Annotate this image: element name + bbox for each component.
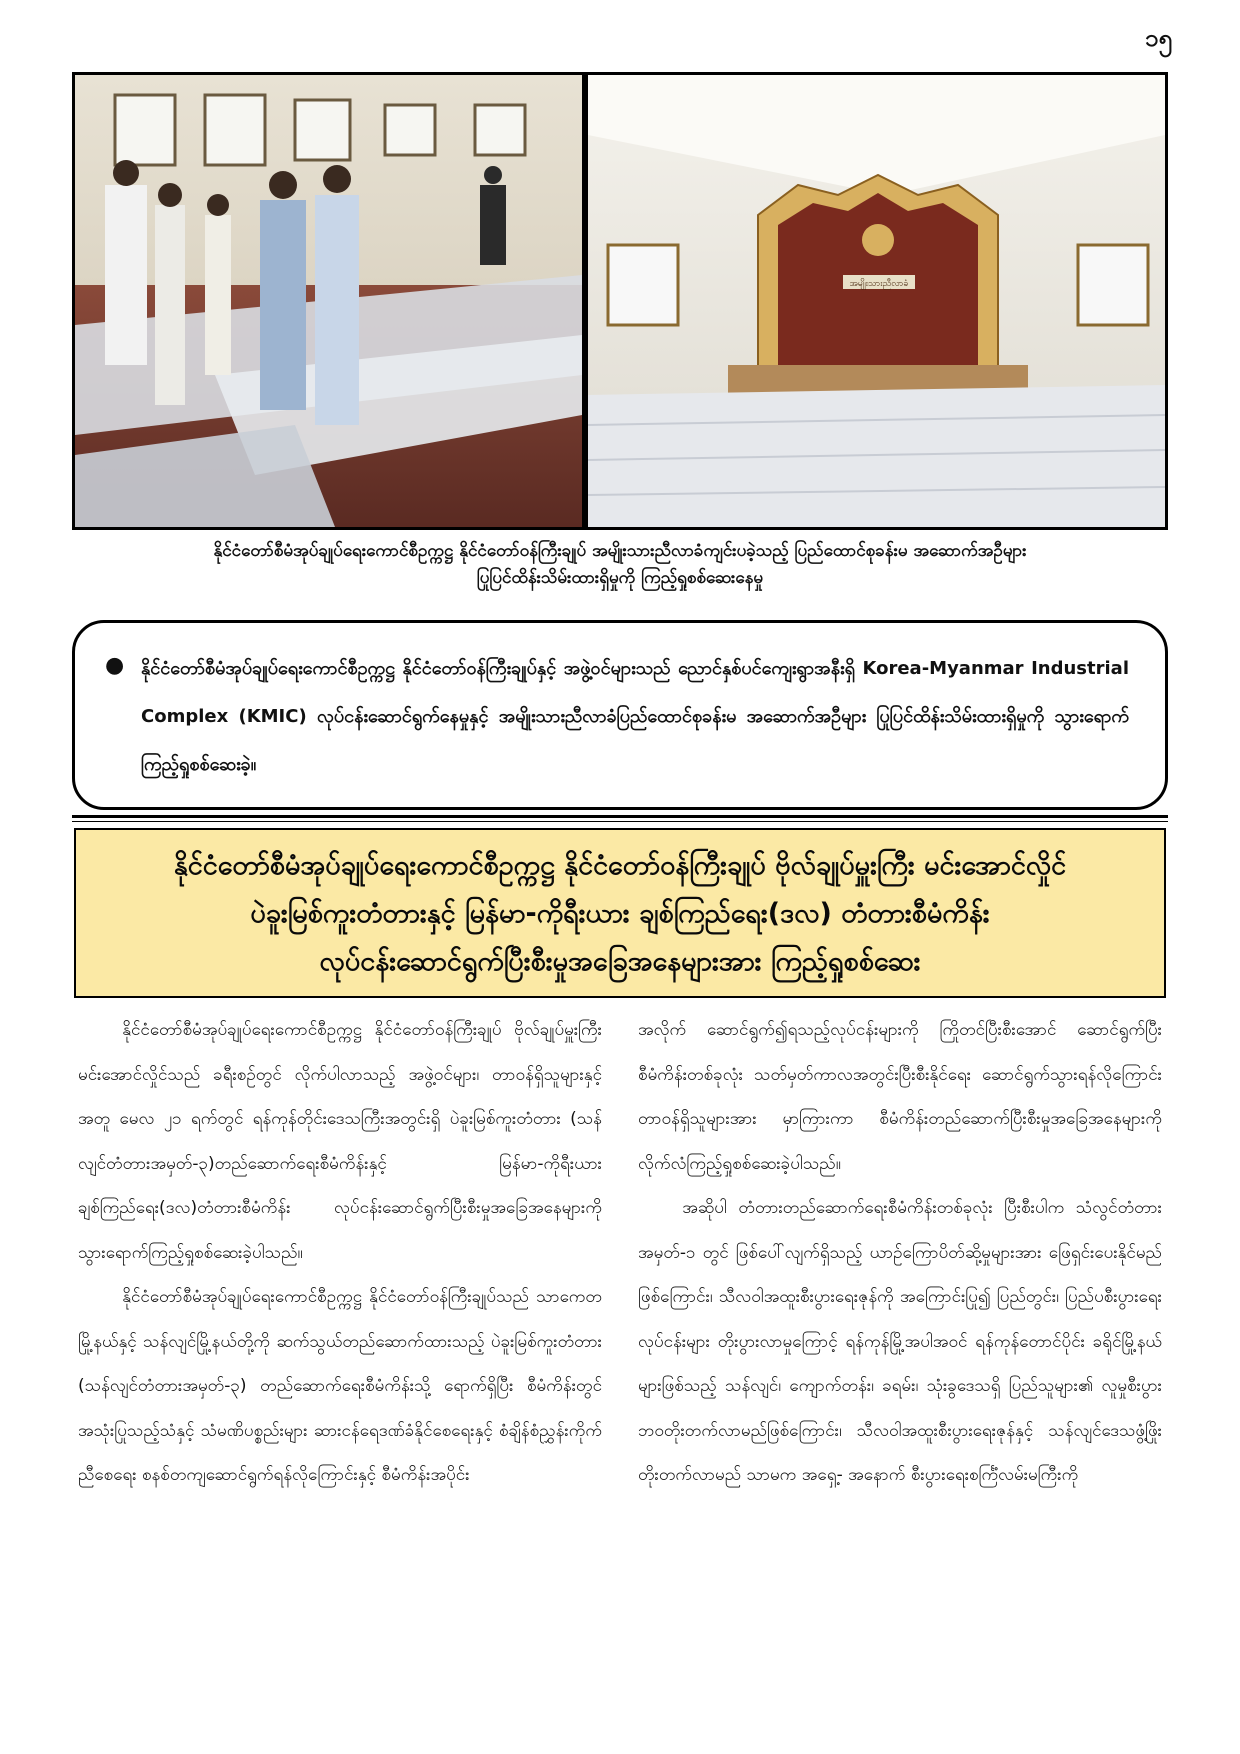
photo-caption-line1: နိုင်ငံတော်စီမံအုပ်ချုပ်ရေးကောင်စီဥက္ကဋ္ဌ နိုင်ငံတော်ဝန်ကြီးချုပ် အမျိုးသားညီလာခံကျင်းပခဲ့သည့် ပြည်ထောင်စုခန်းမ အဆောက်အဦများ — [213, 541, 1027, 561]
article-paragraph: အဆိုပါ တံတားတည်ဆောက်ရေးစီမံကိန်းတစ်ခုလုံး ပြီးစီးပါက သံလွင်တံတား အမှတ်-၁ တွင် ဖြစ်ပေါ်လျက်ရှိသည့် ယာဉ်ကြောပိတ်ဆို့မှုများအား ဖြေရှင်းပေးနိုင်မည်ဖြစ်ကြောင်း၊ သီလဝါအထူးစီးပွားရေးဇုန်ကို အကြောင်းပြု၍ ပြည်တွင်း၊ ပြည်ပစီးပွားရေးလုပ်ငန်းများ တိုးပွားလာမှုကြောင့် ရန်ကုန်မြို့အပါအဝင် ရန်ကုန်တောင်ပိုင်း ခရိုင်မြို့နယ်များဖြစ်သည့် သန်လျင်၊ ကျောက်တန်း၊ ခရမ်း၊ သုံးခွဒေသရှိ ပြည်သူများ၏ လူမှုစီးပွားဘဝတိုးတက်လာမည်ဖြစ်ကြောင်း၊ သီလဝါအထူးစီးပွားရေးဇုန်နှင့် သန်လျင်ဒေသဖွံ့ဖြိုးတိုးတက်လာမည် သာမက အရှေ့- အနောက် စီးပွားရေးစင်္ကြံလမ်းမကြီးကို — [638, 1198, 1162, 1485]
article-paragraph: အလိုက် ဆောင်ရွက်၍ရသည့်လုပ်ငန်းများကို ကြိုတင်ပြီးစီးအောင် ဆောင်ရွက်ပြီး စီမံကိန်းတစ်ခုလုံး သတ်မှတ်ကာလအတွင်းပြီးစီးနိုင်ရေး ဆောင်ရွက်သွားရန်လိုကြောင်း တာဝန်ရှိသူများအား မှာကြားကာ စီမံကိန်းတည်ဆောက်ပြီးစီးမှုအခြေအနေများကို လိုက်လံကြည့်ရှုစစ်ဆေးခဲ့ပါသည်။ — [638, 1020, 1162, 1174]
summary-text: နိုင်ငံတော်စီမံအုပ်ချုပ်ရေးကောင်စီဥက္ကဋ္ဌ နိုင်ငံတော်ဝန်ကြီးချုပ်နှင့် အဖွဲ့ဝင်များသည် ညောင်နှစ်ပင်ကျေးရွာအနီးရှိ Korea-Myanmar Industrial Complex (KMIC) လုပ်ငန်းဆောင်ရွက်နေမှုနှင့် အမျိုးသားညီလာခံပြည်ထောင်စုခန်းမ အဆောက်အဦများ ပြုပြင်ထိန်းသိမ်းထားရှိမှုကို သွားရောက်ကြည့်ရှုစစ်ဆေးခဲ့။ — [141, 658, 1129, 775]
stage-sign-text: အမျိုးသားညီလာခံ — [849, 279, 909, 289]
photo-inspection — [75, 75, 582, 527]
article-column-right — [638, 1008, 1162, 1498]
headline-line1: နိုင်ငံတော်စီမံအုပ်ချုပ်ရေးကောင်စီဥက္ကဋ္ဌ နိုင်ငံတော်ဝန်ကြီးချုပ် ဗိုလ်ချုပ်မှူးကြီး မင်းအောင်လှိုင် — [173, 850, 1067, 881]
summary-box — [72, 620, 1168, 810]
article-paragraph: နိုင်ငံတော်စီမံအုပ်ချုပ်ရေးကောင်စီဥက္ကဋ္ဌ နိုင်ငံတော်ဝန်ကြီးချုပ် ဗိုလ်ချုပ်မှူးကြီး မင်းအောင်လှိုင်သည် ခရီးစဉ်တွင် လိုက်ပါလာသည့် အဖွဲ့ဝင်များ၊ တာဝန်ရှိသူများနှင့်အတူ မေလ ၂၁ ရက်တွင် ရန်ကုန်တိုင်းဒေသကြီးအတွင်းရှိ ပဲခူးမြစ်ကူးတံတား (သန်လျင်တံတားအမှတ်-၃)တည်ဆောက်ရေးစီမံကိန်းနှင့် မြန်မာ-ကိုရီးယား ချစ်ကြည်ရေး(ဒလ)တံတားစီမံကိန်း လုပ်ငန်းဆောင်ရွက်ပြီးစီးမှုအခြေအနေများကို သွားရောက်ကြည့်ရှုစစ်ဆေးခဲ့ပါသည်။ — [78, 1020, 602, 1263]
photo-inspection-image — [75, 75, 582, 527]
photo-caption-line2: ပြုပြင်ထိန်းသိမ်းထားရှိမှုကို ကြည့်ရှုစစ်ဆေးနေမှု — [476, 568, 764, 588]
photo-stage — [588, 75, 1165, 527]
photo-frame — [72, 72, 1168, 530]
photo-caption — [72, 538, 1168, 592]
page-number: ၁၅ — [1145, 24, 1172, 52]
photo-stage-image — [588, 75, 1165, 527]
headline-line2: ပဲခူးမြစ်ကူးတံတားနှင့် မြန်မာ-ကိုရီးယား ချစ်ကြည်ရေး(ဒလ) တံတားစီမံကိန်း — [250, 898, 990, 929]
article-column-left — [78, 1008, 602, 1498]
headline-line3: လုပ်ငန်းဆောင်ရွက်ပြီးစီးမှုအခြေအနေများအား ကြည့်ရှုစစ်ဆေး — [319, 946, 921, 977]
divider-top — [72, 815, 1168, 818]
article-paragraph: နိုင်ငံတော်စီမံအုပ်ချုပ်ရေးကောင်စီဥက္ကဋ္ဌ နိုင်ငံတော်ဝန်ကြီးချုပ်သည် သာကေတမြို့နယ်နှင့် သန်လျင်မြို့နယ်တို့ကို ဆက်သွယ်တည်ဆောက်ထားသည့် ပဲခူးမြစ်ကူးတံတား (သန်လျင်တံတားအမှတ်-၃) တည်ဆောက်ရေးစီမံကိန်းသို့ ရောက်ရှိပြီး စီမံကိန်းတွင် အသုံးပြုသည့်သံနှင့် သံမဏိပစ္စည်းများ ဆားငန်ရေဒဏ်ခံနိုင်စေရေးနှင့် စံချိန်စံညွှန်းကိုက်ညီစေရေး စနစ်တကျဆောင်ရွက်ရန်လိုကြောင်းနှင့် စီမံကိန်းအပိုင်း — [78, 1287, 602, 1485]
headline-banner — [74, 828, 1166, 998]
bullet-icon: ● — [105, 653, 125, 678]
divider-thin — [72, 821, 1168, 822]
